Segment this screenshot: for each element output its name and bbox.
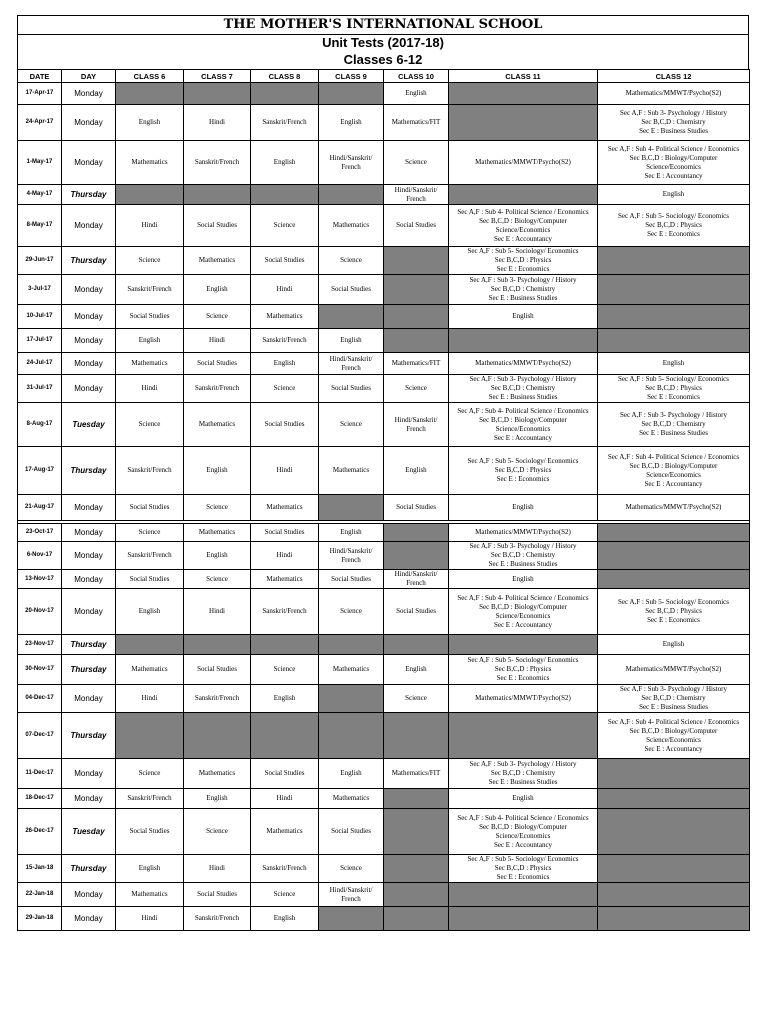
table-row: [18, 685, 750, 713]
subject-cell: English: [598, 635, 750, 655]
table-row: [18, 655, 750, 685]
no-test-cell: [384, 713, 449, 759]
subject-cell: English: [384, 83, 449, 105]
subject-cell: English: [251, 141, 319, 185]
no-test-cell: [251, 635, 319, 655]
day-cell: Tuesday: [62, 809, 116, 855]
subject-cell: Social Studies: [116, 495, 184, 521]
subject-cell: Sanskrit/French: [184, 375, 251, 403]
subject-cell: Sanskrit/French: [184, 685, 251, 713]
date-cell: 10-Jul-17: [18, 305, 62, 329]
subject-cell: Science: [384, 141, 449, 185]
subject-cell: Mathematics/MMWT/Psycho(S2): [449, 141, 598, 185]
subject-cell: Hindi: [116, 907, 184, 931]
date-cell: 22-Jan-18: [18, 883, 62, 907]
no-test-cell: [319, 83, 384, 105]
date-cell: 20-Nov-17: [18, 589, 62, 635]
table-row: [18, 403, 750, 447]
subject-cell: Science: [116, 403, 184, 447]
date-cell: 11-Dec-17: [18, 759, 62, 789]
schedule-body: [18, 83, 750, 931]
subject-cell: Social Studies: [251, 524, 319, 542]
no-test-cell: [251, 713, 319, 759]
day-cell: Monday: [62, 883, 116, 907]
column-header: DAY: [62, 70, 116, 83]
subject-cell: Sec A,F : Sub 3- Psychology / History Sec B,C,D : Chemistry Sec E : Business Studies: [449, 542, 598, 570]
date-cell: 17-Aug-17: [18, 447, 62, 495]
subject-cell: Science: [251, 883, 319, 907]
subject-cell: English: [384, 447, 449, 495]
subject-cell: Science: [384, 685, 449, 713]
subject-cell: Mathematics: [184, 403, 251, 447]
subject-cell: English: [319, 524, 384, 542]
subject-cell: Hindi/Sanskrit/ French: [384, 185, 449, 205]
subject-cell: Sec A,F : Sub 4- Political Science / Economics Sec B,C,D : Biology/Computer Science/Economics Sec E : Accountancy: [598, 141, 750, 185]
subject-cell: Sec A,F : Sub 3- Psychology / History Sec B,C,D : Chemistry Sec E : Business Studies: [449, 759, 598, 789]
subject-cell: Social Studies: [384, 589, 449, 635]
subject-cell: English: [184, 275, 251, 305]
no-test-cell: [598, 305, 750, 329]
no-test-cell: [184, 713, 251, 759]
no-test-cell: [598, 789, 750, 809]
no-test-cell: [598, 524, 750, 542]
school-name: THE MOTHER'S INTERNATIONAL SCHOOL: [18, 16, 748, 35]
subject-cell: Science: [319, 403, 384, 447]
subject-cell: Hindi: [184, 105, 251, 141]
day-cell: Monday: [62, 375, 116, 403]
subject-cell: Sec A,F : Sub 4- Political Science / Economics Sec B,C,D : Biology/Computer Science/Economics Sec E : Accountancy: [449, 589, 598, 635]
subject-cell: English: [449, 570, 598, 589]
no-test-cell: [319, 305, 384, 329]
subject-cell: English: [598, 353, 750, 375]
subject-cell: Hindi/Sanskrit/ French: [319, 542, 384, 570]
subject-cell: Hindi: [251, 447, 319, 495]
no-test-cell: [384, 305, 449, 329]
no-test-cell: [384, 855, 449, 883]
date-cell: 17-Apr-17: [18, 83, 62, 105]
subject-cell: Mathematics/FIT: [384, 105, 449, 141]
table-row: [18, 105, 750, 141]
subject-cell: Sanskrit/French: [116, 789, 184, 809]
subject-cell: Social Studies: [184, 655, 251, 685]
day-cell: Monday: [62, 329, 116, 353]
table-row: [18, 524, 750, 542]
no-test-cell: [384, 789, 449, 809]
no-test-cell: [598, 275, 750, 305]
subject-cell: Mathematics: [319, 789, 384, 809]
no-test-cell: [449, 635, 598, 655]
date-cell: 17-Jul-17: [18, 329, 62, 353]
subject-cell: Sec A,F : Sub 3- Psychology / History Sec B,C,D : Chemistry Sec E : Business Studies: [449, 375, 598, 403]
date-cell: 04-Dec-17: [18, 685, 62, 713]
day-cell: Monday: [62, 759, 116, 789]
date-cell: 6-Nov-17: [18, 542, 62, 570]
no-test-cell: [598, 247, 750, 275]
document-header: [17, 15, 749, 69]
column-header: CLASS 7: [184, 70, 251, 83]
date-cell: 30-Nov-17: [18, 655, 62, 685]
subject-cell: Science: [184, 495, 251, 521]
subject-cell: Hindi: [251, 275, 319, 305]
table-row: [18, 495, 750, 521]
subject-cell: English: [449, 305, 598, 329]
day-cell: Thursday: [62, 713, 116, 759]
subject-cell: Mathematics/MMWT/Psycho(S2): [598, 495, 750, 521]
day-cell: Thursday: [62, 247, 116, 275]
day-cell: Monday: [62, 685, 116, 713]
subject-cell: Sec A,F : Sub 5- Sociology/ Economics Sec B,C,D : Physics Sec E : Economics: [598, 375, 750, 403]
no-test-cell: [184, 185, 251, 205]
day-cell: Monday: [62, 141, 116, 185]
subject-cell: Science: [184, 305, 251, 329]
no-test-cell: [184, 635, 251, 655]
subject-cell: English: [251, 685, 319, 713]
date-cell: 29-Jun-17: [18, 247, 62, 275]
subject-cell: Sanskrit/French: [184, 141, 251, 185]
subject-cell: Mathematics: [184, 759, 251, 789]
day-cell: Monday: [62, 495, 116, 521]
subject-cell: Mathematics/MMWT/Psycho(S2): [598, 83, 750, 105]
subject-cell: Sec A,F : Sub 5- Sociology/ Economics Sec B,C,D : Physics Sec E : Economics: [449, 447, 598, 495]
subject-cell: Social Studies: [384, 205, 449, 247]
table-row: [18, 83, 750, 105]
subject-cell: Science: [184, 570, 251, 589]
no-test-cell: [598, 855, 750, 883]
no-test-cell: [319, 713, 384, 759]
subject-cell: Hindi/Sanskrit/ French: [319, 141, 384, 185]
column-header: CLASS 9: [319, 70, 384, 83]
table-row: [18, 205, 750, 247]
no-test-cell: [116, 635, 184, 655]
subject-cell: Mathematics: [251, 495, 319, 521]
subject-cell: Mathematics: [184, 247, 251, 275]
subject-cell: Mathematics: [251, 305, 319, 329]
no-test-cell: [116, 185, 184, 205]
date-cell: 18-Dec-17: [18, 789, 62, 809]
no-test-cell: [319, 185, 384, 205]
subject-cell: Sanskrit/French: [251, 589, 319, 635]
subject-cell: Hindi: [116, 375, 184, 403]
subject-cell: English: [598, 185, 750, 205]
day-cell: Tuesday: [62, 403, 116, 447]
subject-cell: English: [251, 907, 319, 931]
date-cell: 29-Jan-18: [18, 907, 62, 931]
no-test-cell: [384, 329, 449, 353]
subject-cell: Science: [116, 247, 184, 275]
no-test-cell: [449, 83, 598, 105]
no-test-cell: [449, 907, 598, 931]
subject-cell: Science: [251, 375, 319, 403]
subject-cell: Mathematics: [251, 809, 319, 855]
table-row: [18, 759, 750, 789]
subject-cell: English: [184, 789, 251, 809]
subject-cell: English: [319, 329, 384, 353]
date-cell: 07-Dec-17: [18, 713, 62, 759]
subject-cell: Hindi/Sanskrit/ French: [384, 570, 449, 589]
subject-cell: English: [384, 655, 449, 685]
day-cell: Monday: [62, 589, 116, 635]
date-cell: 23-Oct-17: [18, 524, 62, 542]
subject-cell: Social Studies: [251, 247, 319, 275]
day-cell: Thursday: [62, 185, 116, 205]
no-test-cell: [251, 185, 319, 205]
subject-cell: Sec A,F : Sub 4- Political Science / Economics Sec B,C,D : Biology/Computer Science/Economics Sec E : Accountancy: [449, 403, 598, 447]
no-test-cell: [598, 570, 750, 589]
column-header: CLASS 8: [251, 70, 319, 83]
subject-cell: Hindi: [184, 589, 251, 635]
subject-cell: Science: [116, 759, 184, 789]
no-test-cell: [598, 883, 750, 907]
subject-cell: Social Studies: [251, 403, 319, 447]
day-cell: Thursday: [62, 447, 116, 495]
no-test-cell: [116, 83, 184, 105]
date-cell: 31-Jul-17: [18, 375, 62, 403]
column-header: CLASS 12: [598, 70, 750, 83]
no-test-cell: [598, 329, 750, 353]
subject-cell: Mathematics: [251, 570, 319, 589]
subject-cell: Science: [319, 855, 384, 883]
subject-cell: Sanskrit/French: [251, 855, 319, 883]
subject-cell: English: [116, 329, 184, 353]
table-row: [18, 635, 750, 655]
no-test-cell: [449, 329, 598, 353]
column-header: CLASS 10: [384, 70, 449, 83]
no-test-cell: [319, 495, 384, 521]
no-test-cell: [384, 247, 449, 275]
subject-cell: Sec A,F : Sub 3- Psychology / History Sec B,C,D : Chemistry Sec E : Business Studies: [598, 105, 750, 141]
subject-cell: Social Studies: [116, 305, 184, 329]
subject-cell: Mathematics: [319, 205, 384, 247]
table-row: [18, 447, 750, 495]
subject-cell: Sec A,F : Sub 4- Political Science / Economics Sec B,C,D : Biology/Computer Science/Economics Sec E : Accountancy: [598, 713, 750, 759]
timetable-document: [17, 15, 749, 931]
subject-cell: Sec A,F : Sub 4- Political Science / Economics Sec B,C,D : Biology/Computer Science/Economics Sec E : Accountancy: [598, 447, 750, 495]
date-cell: 15-Jan-18: [18, 855, 62, 883]
subject-cell: Mathematics: [184, 524, 251, 542]
table-row: [18, 353, 750, 375]
subject-cell: Hindi: [251, 789, 319, 809]
day-cell: Monday: [62, 570, 116, 589]
day-cell: Monday: [62, 305, 116, 329]
date-cell: 3-Jul-17: [18, 275, 62, 305]
subject-cell: Hindi: [116, 685, 184, 713]
no-test-cell: [384, 883, 449, 907]
no-test-cell: [598, 759, 750, 789]
subject-cell: English: [116, 105, 184, 141]
subject-cell: Science: [116, 524, 184, 542]
day-cell: Thursday: [62, 655, 116, 685]
subject-cell: Hindi: [116, 205, 184, 247]
no-test-cell: [319, 907, 384, 931]
table-row: [18, 185, 750, 205]
subject-cell: Mathematics: [116, 141, 184, 185]
subject-cell: Sec A,F : Sub 4- Political Science / Economics Sec B,C,D : Biology/Computer Science/Economics Sec E : Accountancy: [449, 809, 598, 855]
subject-cell: Sanskrit/French: [251, 329, 319, 353]
table-row: [18, 247, 750, 275]
date-cell: 26-Dec-17: [18, 809, 62, 855]
no-test-cell: [319, 685, 384, 713]
table-row: [18, 809, 750, 855]
subject-cell: Social Studies: [319, 570, 384, 589]
table-row: [18, 855, 750, 883]
no-test-cell: [449, 883, 598, 907]
date-cell: 1-May-17: [18, 141, 62, 185]
subject-cell: Sanskrit/French: [116, 275, 184, 305]
no-test-cell: [116, 713, 184, 759]
table-row: [18, 542, 750, 570]
subject-cell: English: [319, 759, 384, 789]
subject-cell: Science: [251, 655, 319, 685]
date-cell: 24-Apr-17: [18, 105, 62, 141]
day-cell: Monday: [62, 353, 116, 375]
no-test-cell: [384, 275, 449, 305]
subject-cell: Social Studies: [116, 570, 184, 589]
date-cell: 4-May-17: [18, 185, 62, 205]
table-row: [18, 883, 750, 907]
subject-cell: Sanskrit/French: [184, 907, 251, 931]
subject-cell: Social Studies: [184, 205, 251, 247]
subject-cell: English: [116, 855, 184, 883]
no-test-cell: [319, 635, 384, 655]
subject-cell: Mathematics: [116, 655, 184, 685]
table-row: [18, 789, 750, 809]
table-row: [18, 329, 750, 353]
date-cell: 8-Aug-17: [18, 403, 62, 447]
day-cell: Thursday: [62, 855, 116, 883]
day-cell: Monday: [62, 524, 116, 542]
day-cell: Monday: [62, 105, 116, 141]
subject-cell: Science: [319, 247, 384, 275]
subject-cell: Sanskrit/French: [116, 542, 184, 570]
subject-cell: Mathematics/MMWT/Psycho(S2): [449, 353, 598, 375]
no-test-cell: [384, 907, 449, 931]
subject-cell: Science: [384, 375, 449, 403]
column-header: CLASS 6: [116, 70, 184, 83]
subject-cell: Mathematics: [116, 353, 184, 375]
day-cell: Monday: [62, 907, 116, 931]
day-cell: Monday: [62, 83, 116, 105]
date-cell: 24-Jul-17: [18, 353, 62, 375]
subject-cell: Science: [251, 205, 319, 247]
subject-cell: Hindi: [184, 855, 251, 883]
table-row: [18, 275, 750, 305]
no-test-cell: [449, 105, 598, 141]
subject-cell: Hindi: [251, 542, 319, 570]
subject-cell: English: [116, 589, 184, 635]
subject-cell: English: [449, 789, 598, 809]
day-cell: Monday: [62, 789, 116, 809]
column-header: DATE: [18, 70, 62, 83]
subject-cell: Social Studies: [116, 809, 184, 855]
table-row: [18, 141, 750, 185]
no-test-cell: [449, 713, 598, 759]
document-subtitle: Unit Tests (2017-18): [322, 35, 444, 50]
subject-cell: Social Studies: [319, 809, 384, 855]
subject-cell: Hindi/Sanskrit/ French: [319, 353, 384, 375]
no-test-cell: [184, 83, 251, 105]
subject-cell: Mathematics/MMWT/Psycho(S2): [598, 655, 750, 685]
subject-cell: Social Studies: [251, 759, 319, 789]
date-cell: 8-May-17: [18, 205, 62, 247]
no-test-cell: [384, 542, 449, 570]
date-cell: 13-Nov-17: [18, 570, 62, 589]
subject-cell: Social Studies: [319, 375, 384, 403]
unit-test-schedule-table: [17, 69, 750, 931]
subject-cell: Sec A,F : Sub 5- Sociology/ Economics Sec B,C,D : Physics Sec E : Economics: [598, 205, 750, 247]
header-row: [18, 70, 750, 83]
day-cell: Thursday: [62, 635, 116, 655]
subject-cell: Social Studies: [184, 353, 251, 375]
subject-cell: Hindi/Sanskrit/ French: [319, 883, 384, 907]
table-row: [18, 713, 750, 759]
day-cell: Monday: [62, 275, 116, 305]
subject-cell: Mathematics/MMWT/Psycho(S2): [449, 685, 598, 713]
subject-cell: Social Studies: [184, 883, 251, 907]
subject-cell: Sec A,F : Sub 5- Sociology/ Economics Sec B,C,D : Physics Sec E : Economics: [598, 589, 750, 635]
subject-cell: Sanskrit/French: [251, 105, 319, 141]
subject-cell: Mathematics/MMWT/Psycho(S2): [449, 524, 598, 542]
subject-cell: Mathematics: [116, 883, 184, 907]
subject-cell: Hindi: [184, 329, 251, 353]
subject-cell: Sanskrit/French: [116, 447, 184, 495]
subject-cell: Sec A,F : Sub 3- Psychology / History Sec B,C,D : Chemistry Sec E : Business Studies: [598, 403, 750, 447]
subject-cell: Sec A,F : Sub 3- Psychology / History Sec B,C,D : Chemistry Sec E : Business Studies: [598, 685, 750, 713]
table-row: [18, 570, 750, 589]
subject-cell: Mathematics/FIT: [384, 759, 449, 789]
subject-cell: English: [319, 105, 384, 141]
subject-cell: Social Studies: [319, 275, 384, 305]
no-test-cell: [251, 83, 319, 105]
classes-title: Classes 6-12: [343, 52, 423, 67]
table-row: [18, 589, 750, 635]
date-cell: 23-Nov-17: [18, 635, 62, 655]
subject-cell: Mathematics/FIT: [384, 353, 449, 375]
no-test-cell: [449, 185, 598, 205]
no-test-cell: [598, 542, 750, 570]
subject-cell: Social Studies: [384, 495, 449, 521]
subject-cell: Sec A,F : Sub 5- Sociology/ Economics Sec B,C,D : Physics Sec E : Economics: [449, 655, 598, 685]
date-cell: 21-Aug-17: [18, 495, 62, 521]
subject-cell: Mathematics: [319, 655, 384, 685]
no-test-cell: [384, 809, 449, 855]
no-test-cell: [384, 524, 449, 542]
subject-cell: English: [184, 447, 251, 495]
day-cell: Monday: [62, 205, 116, 247]
subject-cell: Mathematics: [319, 447, 384, 495]
no-test-cell: [598, 907, 750, 931]
subject-cell: English: [449, 495, 598, 521]
no-test-cell: [384, 635, 449, 655]
subject-cell: Sec A,F : Sub 3- Psychology / History Sec B,C,D : Chemistry Sec E : Business Studies: [449, 275, 598, 305]
subject-cell: Science: [184, 809, 251, 855]
subject-cell: Sec A,F : Sub 4- Political Science / Economics Sec B,C,D : Biology/Computer Science/Economics Sec E : Accountancy: [449, 205, 598, 247]
subject-cell: Sec A,F : Sub 5- Sociology/ Economics Sec B,C,D : Physics Sec E : Economics: [449, 855, 598, 883]
table-row: [18, 907, 750, 931]
table-row: [18, 305, 750, 329]
subject-cell: Science: [319, 589, 384, 635]
subject-cell: Hindi/Sanskrit/ French: [384, 403, 449, 447]
column-header: CLASS 11: [449, 70, 598, 83]
table-row: [18, 375, 750, 403]
subject-cell: English: [184, 542, 251, 570]
day-cell: Monday: [62, 542, 116, 570]
no-test-cell: [598, 809, 750, 855]
subject-cell: Sec A,F : Sub 5- Sociology/ Economics Sec B,C,D : Physics Sec E : Economics: [449, 247, 598, 275]
subject-cell: English: [251, 353, 319, 375]
